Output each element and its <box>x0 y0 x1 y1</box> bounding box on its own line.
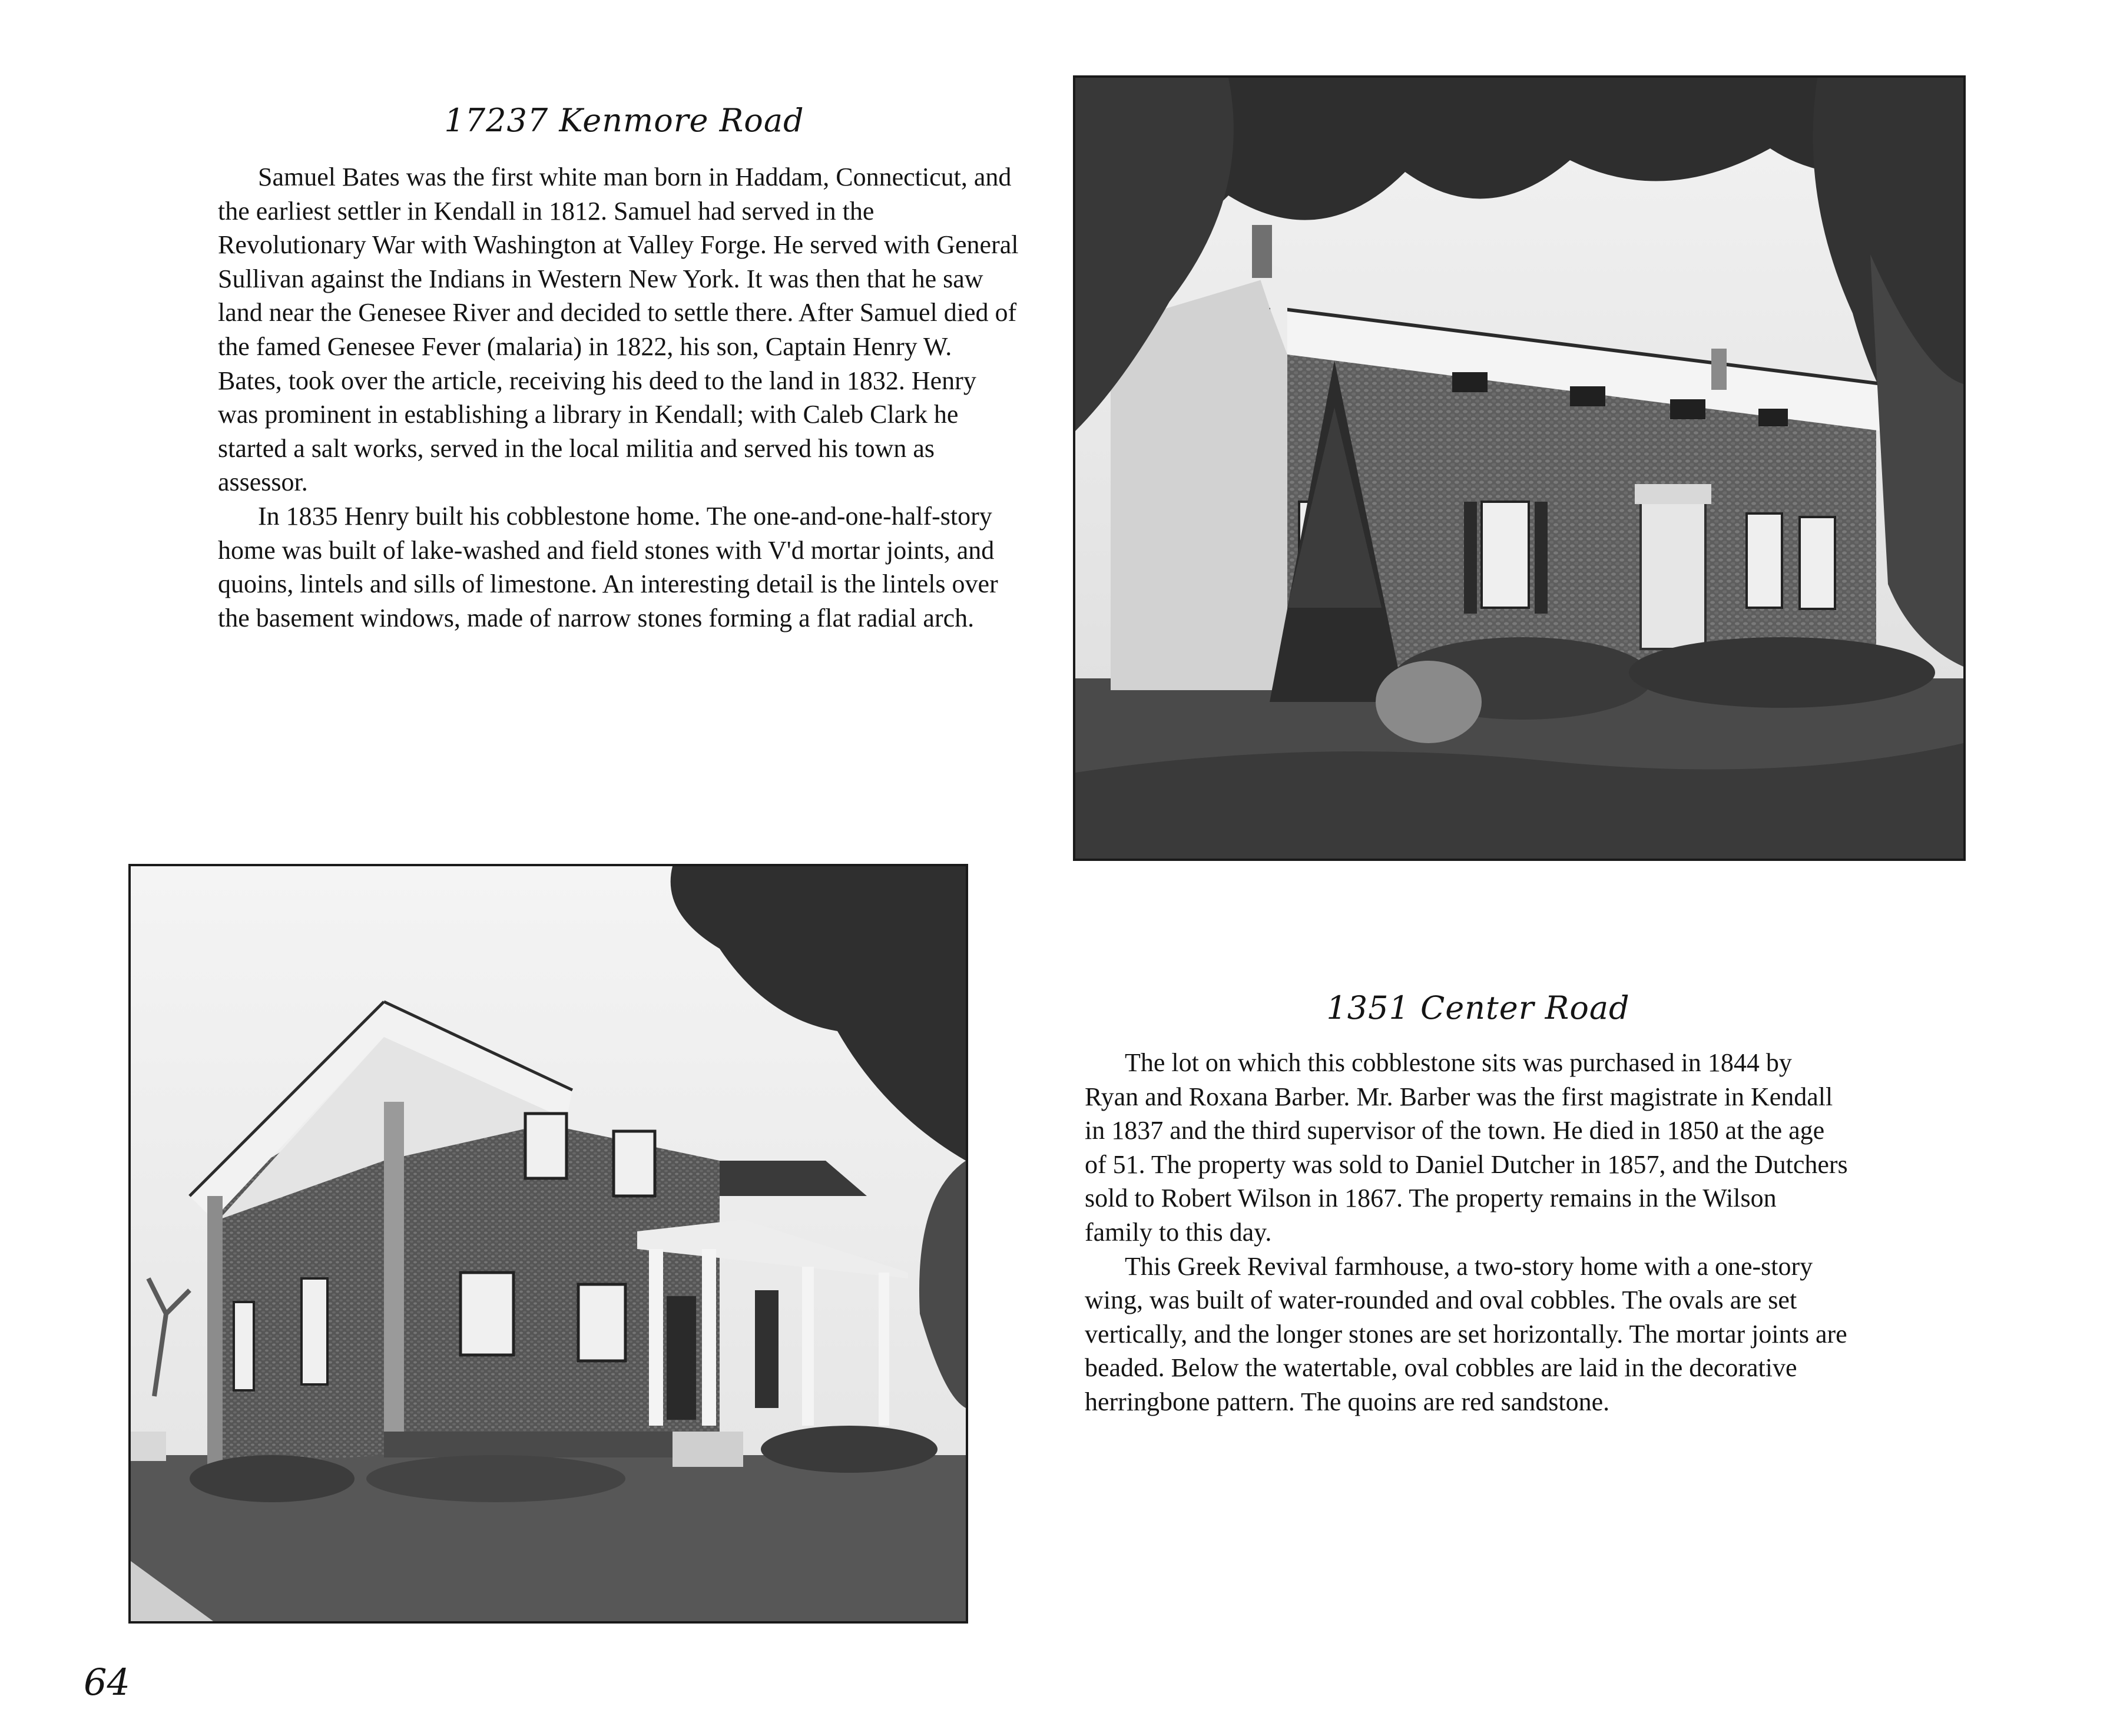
house-photo-graphic <box>1075 78 1963 859</box>
paragraph: This Greek Revival farmhouse, a two-story home with a one-story wing, was built of water-rounded and oval cobbles. The ovals are set vertically, and the longer stones are set horizontally. The mortar joints are beaded. Below the watertable, oval cobbles are laid in the decorative herringbone pattern. The quoins are red sandstone. <box>1085 1251 1847 1416</box>
section-heading-kenmore-road: 17237 Kenmore Road <box>444 102 804 139</box>
section-heading-center-road: 1351 Center Road <box>1326 989 1630 1026</box>
paragraph: Samuel Bates was the first white man born in Haddam, Connecticut, and the earliest settler in Kendall in 1812. Samuel had served in the Revolutionary War with Washington at Valley Forge. He served with General Sullivan against the Indians in Western New York. It was then that he saw land near the Genesee River and decided to settle there. After Samuel died of the famed Genesee Fever (malaria) in 1822, his son, Captain Henry W. Bates, took over the article, receiving his deed to the land in 1832. Henry was prominent in establishing a library in Kendall; with Caleb Clark he started a salt works, served in the local militia and served his town as assessor. <box>218 163 1019 497</box>
photo-kenmore-road-house <box>1073 75 1966 861</box>
section-body-kenmore-road <box>218 160 1020 635</box>
photo-center-road-house <box>128 864 968 1624</box>
farmhouse-photo-graphic <box>131 866 966 1621</box>
page-number: 64 <box>84 1661 130 1704</box>
section-body-center-road <box>1085 1046 1850 1419</box>
paragraph: The lot on which this cobblestone sits was purchased in 1844 by Ryan and Roxana Barber. Mr. Barber was the first magistrate in Kendall in 1837 and the third supervisor of the town. He died in 1850 at the age of 51. The property was sold to Daniel Dutcher in 1857, and the Dutchers sold to Robert Wilson in 1867. The property remains in the Wilson family to this day. <box>1085 1048 1848 1247</box>
paragraph: In 1835 Henry built his cobblestone home. The one-and-one-half-story home was built of lake-washed and field stones with V'd mortar joints, and quoins, lintels and sills of limestone. An interesting detail is the lintels over the basement windows, made of narrow stones forming a flat radial arch. <box>218 501 998 632</box>
